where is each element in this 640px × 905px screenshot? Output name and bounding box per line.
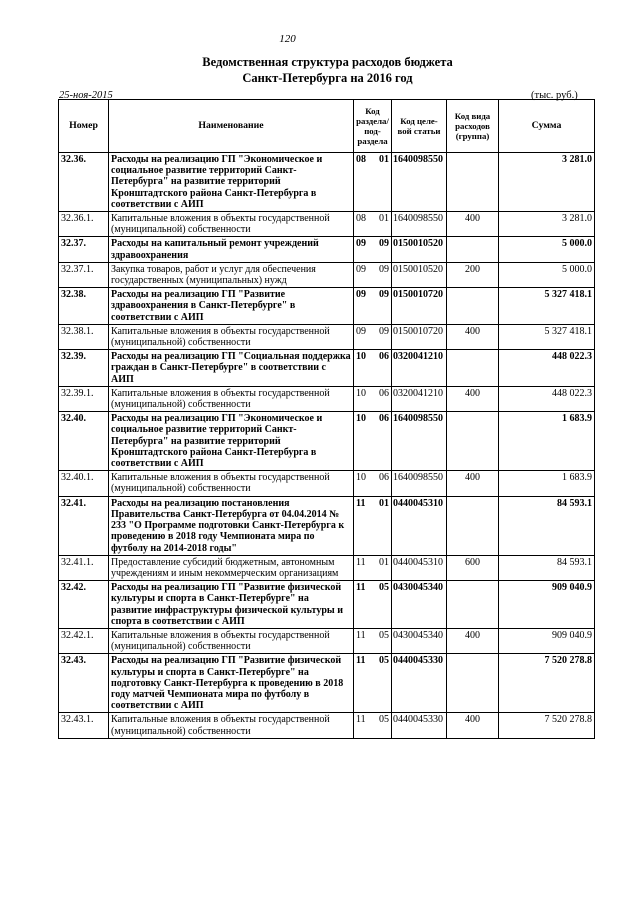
row-name: Капитальные вложения в объекты государственной (муниципальной) собственности xyxy=(109,386,354,411)
header-number: Номер xyxy=(59,100,109,153)
row-section-code xyxy=(354,237,392,262)
budget-table xyxy=(58,99,595,739)
table-row xyxy=(59,386,595,411)
row-target-code: 0150010720 xyxy=(392,324,447,349)
row-number: 32.41.1. xyxy=(59,555,109,580)
row-expense-group xyxy=(447,412,499,471)
row-sum: 909 040.9 xyxy=(499,581,595,629)
header-target: Код целе- вой статьи xyxy=(392,100,447,153)
header-group: Код вида расходов (группа) xyxy=(447,100,499,153)
section-code: 11 xyxy=(356,556,366,568)
row-number: 32.39.1. xyxy=(59,386,109,411)
row-target-code: 0430045340 xyxy=(392,628,447,653)
row-target-code: 1640098550 xyxy=(392,212,447,237)
row-expense-group xyxy=(447,153,499,212)
row-target-code: 0440045310 xyxy=(392,555,447,580)
subsection-code: 05 xyxy=(379,582,389,594)
subsection-code: 05 xyxy=(379,655,389,667)
header-name: Наименование xyxy=(109,100,354,153)
row-number: 32.36.1. xyxy=(59,212,109,237)
section-code: 10 xyxy=(356,413,366,425)
section-code: 11 xyxy=(356,714,366,726)
table-row xyxy=(59,628,595,653)
row-target-code: 0150010520 xyxy=(392,237,447,262)
table-row xyxy=(59,471,595,496)
section-code: 10 xyxy=(356,387,366,399)
row-section-code xyxy=(354,496,392,555)
section-code: 11 xyxy=(356,582,366,594)
table-row xyxy=(59,237,595,262)
subsection-code: 01 xyxy=(379,154,389,165)
row-expense-group xyxy=(447,654,499,713)
row-sum: 1 683.9 xyxy=(499,471,595,496)
row-expense-group xyxy=(447,350,499,387)
row-section-code xyxy=(354,581,392,629)
row-sum: 5 000.0 xyxy=(499,262,595,287)
row-section-code xyxy=(354,350,392,387)
row-target-code: 0440045330 xyxy=(392,654,447,713)
row-number: 32.37.1. xyxy=(59,262,109,287)
row-number: 32.43.1. xyxy=(59,713,109,738)
row-expense-group: 400 xyxy=(447,324,499,349)
table-row xyxy=(59,412,595,471)
row-sum: 3 281.0 xyxy=(499,212,595,237)
row-section-code xyxy=(354,471,392,496)
row-target-code: 0150010720 xyxy=(392,288,447,325)
row-section-code xyxy=(354,153,392,212)
section-code: 11 xyxy=(356,629,366,641)
row-number: 32.41. xyxy=(59,496,109,555)
row-target-code: 0150010520 xyxy=(392,262,447,287)
row-sum: 84 593.1 xyxy=(499,496,595,555)
row-expense-group xyxy=(447,581,499,629)
section-code: 09 xyxy=(356,289,366,301)
table-row xyxy=(59,324,595,349)
header-section: Код раздела/ под- раздела xyxy=(354,100,392,153)
table-row xyxy=(59,713,595,738)
row-number: 32.38. xyxy=(59,288,109,325)
section-code: 09 xyxy=(356,325,366,337)
row-sum: 3 281.0 xyxy=(499,153,595,212)
row-target-code: 1640098550 xyxy=(392,153,447,212)
row-expense-group: 400 xyxy=(447,471,499,496)
row-expense-group xyxy=(447,288,499,325)
subsection-code: 05 xyxy=(379,629,389,641)
subsection-code: 09 xyxy=(379,289,389,301)
section-code: 09 xyxy=(356,263,366,275)
row-expense-group xyxy=(447,237,499,262)
table-row xyxy=(59,262,595,287)
row-number: 32.42.1. xyxy=(59,628,109,653)
section-code: 10 xyxy=(356,351,366,363)
row-name: Расходы на реализацию ГП "Развитие физической культуры и спорта в Санкт-Петербурге" на подготовку Санкт-Петербурга к проведению в 2018 году матчей Чемпионата мира по футболу в соответствии с АИП xyxy=(109,654,354,713)
row-name: Расходы на реализацию ГП "Экономическое и социальное развитие территорий Санкт-Петербурга" на развитие территорий Кронштадтского района Санкт-Петербурга в соответствии с АИП xyxy=(109,153,354,212)
row-target-code: 0440045330 xyxy=(392,713,447,738)
row-number: 32.43. xyxy=(59,654,109,713)
row-number: 32.38.1. xyxy=(59,324,109,349)
row-section-code xyxy=(354,212,392,237)
table-row xyxy=(59,496,595,555)
row-name: Расходы на капитальный ремонт учреждений здравоохранения xyxy=(109,237,354,262)
row-section-code xyxy=(354,288,392,325)
row-name: Расходы на реализацию ГП "Экономическое и социальное развитие территорий Санкт-Петербурга" на развитие территорий Кронштадтского района Санкт-Петербурга в соответствии с АИП xyxy=(109,412,354,471)
table-row xyxy=(59,212,595,237)
row-expense-group: 200 xyxy=(447,262,499,287)
subsection-code: 09 xyxy=(379,325,389,337)
row-section-code xyxy=(354,412,392,471)
title-line-1: Ведомственная структура расходов бюджета xyxy=(202,55,453,69)
document-date: 25-ноя-2015 xyxy=(59,90,113,101)
table-row xyxy=(59,581,595,629)
row-expense-group: 400 xyxy=(447,212,499,237)
table-row xyxy=(59,153,595,212)
row-target-code: 1640098550 xyxy=(392,471,447,496)
row-target-code: 0430045340 xyxy=(392,581,447,629)
row-number: 32.40.1. xyxy=(59,471,109,496)
subsection-code: 01 xyxy=(379,213,389,225)
row-sum: 5 000.0 xyxy=(499,237,595,262)
row-name: Капитальные вложения в объекты государственной (муниципальной) собственности xyxy=(109,471,354,496)
section-code: 11 xyxy=(356,655,366,667)
row-name: Закупка товаров, работ и услуг для обеспечения государственных (муниципальных) нужд xyxy=(109,262,354,287)
subsection-code: 06 xyxy=(379,413,389,425)
row-number: 32.37. xyxy=(59,237,109,262)
header-sum: Сумма xyxy=(499,100,595,153)
table-row xyxy=(59,350,595,387)
row-sum: 5 327 418.1 xyxy=(499,324,595,349)
row-sum: 84 593.1 xyxy=(499,555,595,580)
subsection-code: 01 xyxy=(379,556,389,568)
table-row xyxy=(59,654,595,713)
subsection-code: 06 xyxy=(379,351,389,363)
row-name: Расходы на реализацию постановления Правительства Санкт-Петербурга от 04.04.2014 № 233 "О Программе подготовки Санкт-Петербурга к проведению в 2018 году Чемпионата мира по футболу на 2014-2018 годы" xyxy=(109,496,354,555)
row-section-code xyxy=(354,713,392,738)
row-name: Капитальные вложения в объекты государственной (муниципальной) собственности xyxy=(109,324,354,349)
row-name: Расходы на реализацию ГП "Развитие физической культуры и спорта в Санкт-Петербурге" на развитие инфраструктуры физической культуры и спорта в соответствии с АИП xyxy=(109,581,354,629)
section-code: 09 xyxy=(356,238,366,250)
subsection-code: 06 xyxy=(379,472,389,484)
row-name: Расходы на реализацию ГП "Социальная поддержка граждан в Санкт-Петербурге" в соответствии с АИП xyxy=(109,350,354,387)
row-expense-group: 400 xyxy=(447,386,499,411)
row-expense-group: 600 xyxy=(447,555,499,580)
row-section-code xyxy=(354,628,392,653)
row-name: Капитальные вложения в объекты государственной (муниципальной) собственности xyxy=(109,628,354,653)
row-number: 32.42. xyxy=(59,581,109,629)
title-line-2: Санкт-Петербурга на 2016 год xyxy=(242,71,413,85)
subsection-code: 09 xyxy=(379,238,389,250)
subsection-code: 06 xyxy=(379,387,389,399)
page-number: 120 xyxy=(279,33,296,45)
row-target-code: 1640098550 xyxy=(392,412,447,471)
row-sum: 7 520 278.8 xyxy=(499,713,595,738)
table-row xyxy=(59,555,595,580)
subsection-code: 01 xyxy=(379,497,389,509)
row-name: Расходы на реализацию ГП "Развитие здравоохранения в Санкт-Петербурге" в соответствии с АИП xyxy=(109,288,354,325)
table-body xyxy=(59,153,595,739)
row-target-code: 0440045310 xyxy=(392,496,447,555)
row-sum: 7 520 278.8 xyxy=(499,654,595,713)
row-sum: 448 022.3 xyxy=(499,350,595,387)
row-number: 32.36. xyxy=(59,153,109,212)
subsection-code: 05 xyxy=(379,714,389,726)
row-sum: 448 022.3 xyxy=(499,386,595,411)
row-section-code xyxy=(354,324,392,349)
table-header-row xyxy=(59,100,595,153)
section-code: 11 xyxy=(356,497,366,509)
row-number: 32.39. xyxy=(59,350,109,387)
units-label: (тыс. руб.) xyxy=(531,90,578,101)
row-section-code xyxy=(354,555,392,580)
row-target-code: 0320041210 xyxy=(392,350,447,387)
row-expense-group xyxy=(447,496,499,555)
row-number: 32.40. xyxy=(59,412,109,471)
row-sum: 5 327 418.1 xyxy=(499,288,595,325)
section-code: 08 xyxy=(356,154,366,165)
subsection-code: 09 xyxy=(379,263,389,275)
row-name: Предоставление субсидий бюджетным, автономным учреждениям и иным некоммерческим организациям xyxy=(109,555,354,580)
row-target-code: 0320041210 xyxy=(392,386,447,411)
row-expense-group: 400 xyxy=(447,713,499,738)
row-name: Капитальные вложения в объекты государственной (муниципальной) собственности xyxy=(109,713,354,738)
row-section-code xyxy=(354,386,392,411)
row-section-code xyxy=(354,262,392,287)
row-expense-group: 400 xyxy=(447,628,499,653)
row-name: Капитальные вложения в объекты государственной (муниципальной) собственности xyxy=(109,212,354,237)
row-section-code xyxy=(354,654,392,713)
document-title xyxy=(60,54,595,86)
row-sum: 909 040.9 xyxy=(499,628,595,653)
section-code: 08 xyxy=(356,213,366,225)
section-code: 10 xyxy=(356,472,366,484)
row-sum: 1 683.9 xyxy=(499,412,595,471)
table-row xyxy=(59,288,595,325)
